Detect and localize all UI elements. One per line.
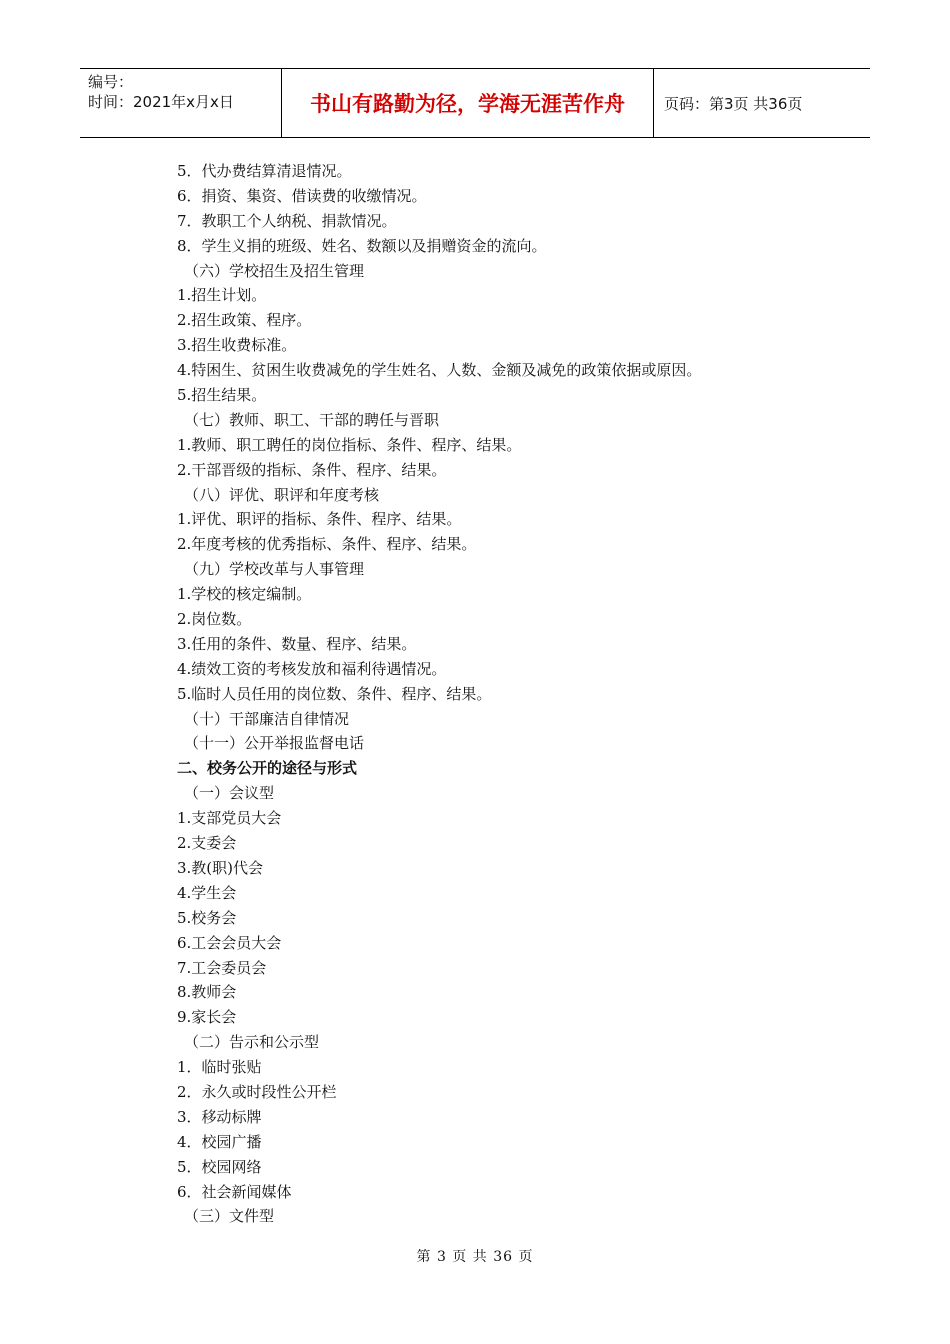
list-item: 2．永久或时段性公开栏	[177, 1082, 337, 1101]
list-item: 5．代办费结算清退情况。	[177, 162, 352, 180]
list-item: 6．捐资、集资、借读费的收缴情况。	[177, 186, 427, 205]
list-item: 1.学校的核定编制。	[177, 585, 312, 604]
list-item: 7.工会委员会	[177, 958, 267, 977]
list-item: 6．社会新闻媒体	[177, 1182, 292, 1201]
subsection-heading: （二）告示和公示型	[184, 1033, 320, 1052]
list-item: 4.绩效工资的考核发放和福利待遇情况。	[177, 659, 447, 678]
list-item: 5.临时人员任用的岗位数、条件、程序、结果。	[177, 684, 492, 703]
list-item: 2.支委会	[177, 834, 237, 853]
list-item: 2.干部晋级的指标、条件、程序、结果。	[177, 460, 447, 479]
list-item: 4.学生会	[177, 883, 237, 902]
serial-label: 编号：	[88, 73, 134, 91]
list-item: 1.教师、职工聘任的岗位指标、条件、程序、结果。	[177, 435, 522, 454]
document-body	[177, 159, 817, 1229]
list-item: 1.招生计划。	[177, 286, 267, 305]
header-motto: 书山有路勤为径，学海无涯苦作舟	[282, 69, 654, 137]
subsection-heading: （十）干部廉洁自律情况	[184, 709, 350, 728]
list-item: 3．移动标牌	[177, 1107, 262, 1126]
list-item: 2.招生政策、程序。	[177, 311, 312, 330]
list-item: 7．教职工个人纳税、捐款情况。	[177, 211, 397, 230]
header-meta	[80, 69, 282, 137]
subsection-heading: （十一）公开举报监督电话	[184, 734, 365, 753]
header-page-info: 页码：第3页 共36页	[664, 94, 803, 113]
subsection-heading: （九）学校改革与人事管理	[184, 560, 365, 579]
list-item: 5．校园网络	[177, 1157, 262, 1176]
list-item: 4．校园广播	[177, 1132, 262, 1151]
subsection-heading: （三）文件型	[184, 1207, 275, 1226]
list-item: 1.支部党员大会	[177, 809, 282, 828]
list-item: 9.家长会	[177, 1008, 237, 1027]
list-item: 1.评优、职评的指标、条件、程序、结果。	[177, 510, 462, 529]
section-heading: 二、校务公开的途径与形式	[177, 759, 358, 778]
list-item: 8．学生义捐的班级、姓名、数额以及捐赠资金的流向。	[177, 236, 547, 255]
list-item: 2.年度考核的优秀指标、条件、程序、结果。	[177, 535, 477, 554]
list-item: 5.校务会	[177, 908, 237, 927]
list-item: 5.招生结果。	[177, 386, 267, 405]
list-item: 2.岗位数。	[177, 610, 252, 629]
time-label: 时间：2021年x月x日	[88, 93, 234, 111]
list-item: 3.任用的条件、数量、程序、结果。	[177, 634, 417, 653]
list-item: 3.教(职)代会	[177, 858, 264, 877]
page-header	[80, 68, 870, 138]
subsection-heading: （六）学校招生及招生管理	[184, 261, 365, 280]
list-item: 1．临时张贴	[177, 1058, 262, 1077]
list-item: 3.招生收费标准。	[177, 336, 297, 355]
list-item: 4.特困生、贫困生收费减免的学生姓名、人数、金额及减免的政策依据或原因。	[177, 361, 702, 380]
subsection-heading: （一）会议型	[184, 784, 275, 803]
list-item: 6.工会会员大会	[177, 933, 282, 952]
page-footer: 第 3 页 共 36 页	[416, 1249, 534, 1265]
subsection-heading: （八）评优、职评和年度考核	[184, 485, 380, 504]
subsection-heading: （七）教师、职工、干部的聘任与晋职	[184, 410, 440, 429]
list-item: 8.教师会	[177, 983, 237, 1002]
